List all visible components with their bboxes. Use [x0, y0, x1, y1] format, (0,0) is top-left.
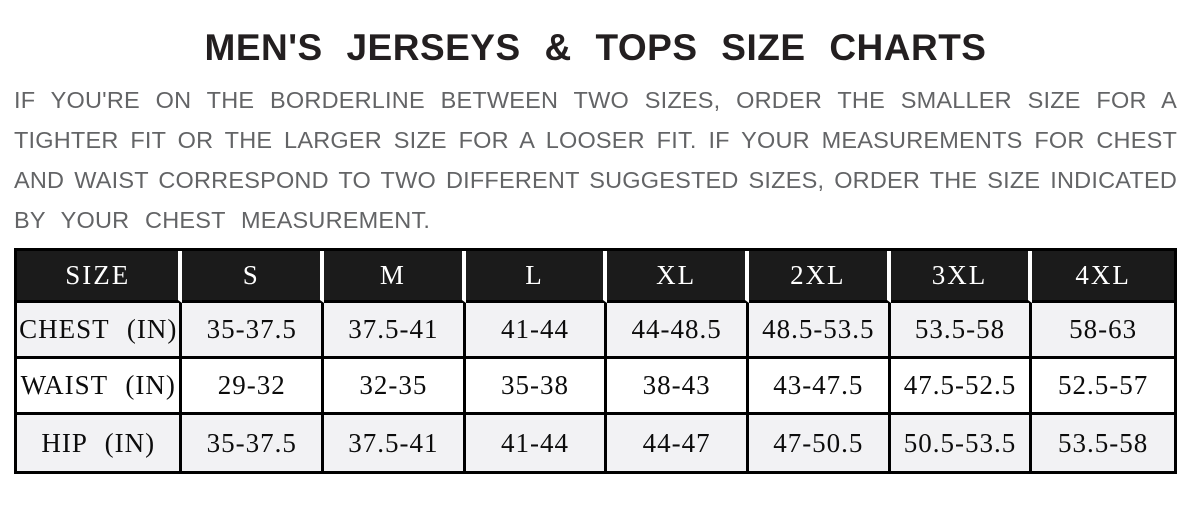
value-cell: 52.5-57: [1032, 359, 1174, 415]
value-cell: 58-63: [1032, 303, 1174, 359]
row-label-cell: HIP (IN): [17, 415, 182, 471]
table-row-waist: [17, 359, 1174, 415]
column-header-4xl: 4XL: [1032, 251, 1174, 303]
value-cell: 50.5-53.5: [891, 415, 1033, 471]
column-header-size: SIZE: [17, 251, 182, 303]
value-cell: 29-32: [182, 359, 324, 415]
column-header-s: S: [182, 251, 324, 303]
column-header-l: L: [466, 251, 608, 303]
value-cell: 53.5-58: [891, 303, 1033, 359]
value-cell: 35-37.5: [182, 415, 324, 471]
page-title: MEN'S JERSEYS & TOPS SIZE CHARTS: [204, 27, 987, 68]
value-cell: 43-47.5: [749, 359, 891, 415]
row-label-cell: CHEST (IN): [17, 303, 182, 359]
value-cell: 41-44: [466, 415, 608, 471]
value-cell: 53.5-58: [1032, 415, 1174, 471]
row-label-cell: WAIST (IN): [17, 359, 182, 415]
table-header-row: [17, 251, 1174, 303]
value-cell: 32-35: [324, 359, 466, 415]
value-cell: 47.5-52.5: [891, 359, 1033, 415]
intro-line: BY YOUR CHEST MEASUREMENT.: [14, 207, 431, 233]
intro-line: AND WAIST CORRESPOND TO TWO DIFFERENT SUGGESTED SIZES, ORDER THE SIZE INDICATED: [14, 167, 1177, 193]
value-cell: 37.5-41: [324, 415, 466, 471]
value-cell: 44-47: [607, 415, 749, 471]
value-cell: 37.5-41: [324, 303, 466, 359]
table-row-chest: [17, 303, 1174, 359]
column-header-2xl: 2XL: [749, 251, 891, 303]
table-row-hip: [17, 415, 1174, 471]
column-header-xl: XL: [607, 251, 749, 303]
value-cell: 38-43: [607, 359, 749, 415]
column-header-m: M: [324, 251, 466, 303]
intro-line: IF YOU'RE ON THE BORDERLINE BETWEEN TWO SIZES, ORDER THE SMALLER SIZE FOR A: [14, 87, 1177, 113]
value-cell: 44-48.5: [607, 303, 749, 359]
value-cell: 48.5-53.5: [749, 303, 891, 359]
size-chart-table: [14, 248, 1177, 474]
intro-line: TIGHTER FIT OR THE LARGER SIZE FOR A LOOSER FIT. IF YOUR MEASUREMENTS FOR CHEST: [14, 127, 1177, 153]
intro-paragraph: [14, 80, 1177, 240]
column-header-3xl: 3XL: [891, 251, 1033, 303]
value-cell: 35-37.5: [182, 303, 324, 359]
value-cell: 35-38: [466, 359, 608, 415]
value-cell: 41-44: [466, 303, 608, 359]
value-cell: 47-50.5: [749, 415, 891, 471]
